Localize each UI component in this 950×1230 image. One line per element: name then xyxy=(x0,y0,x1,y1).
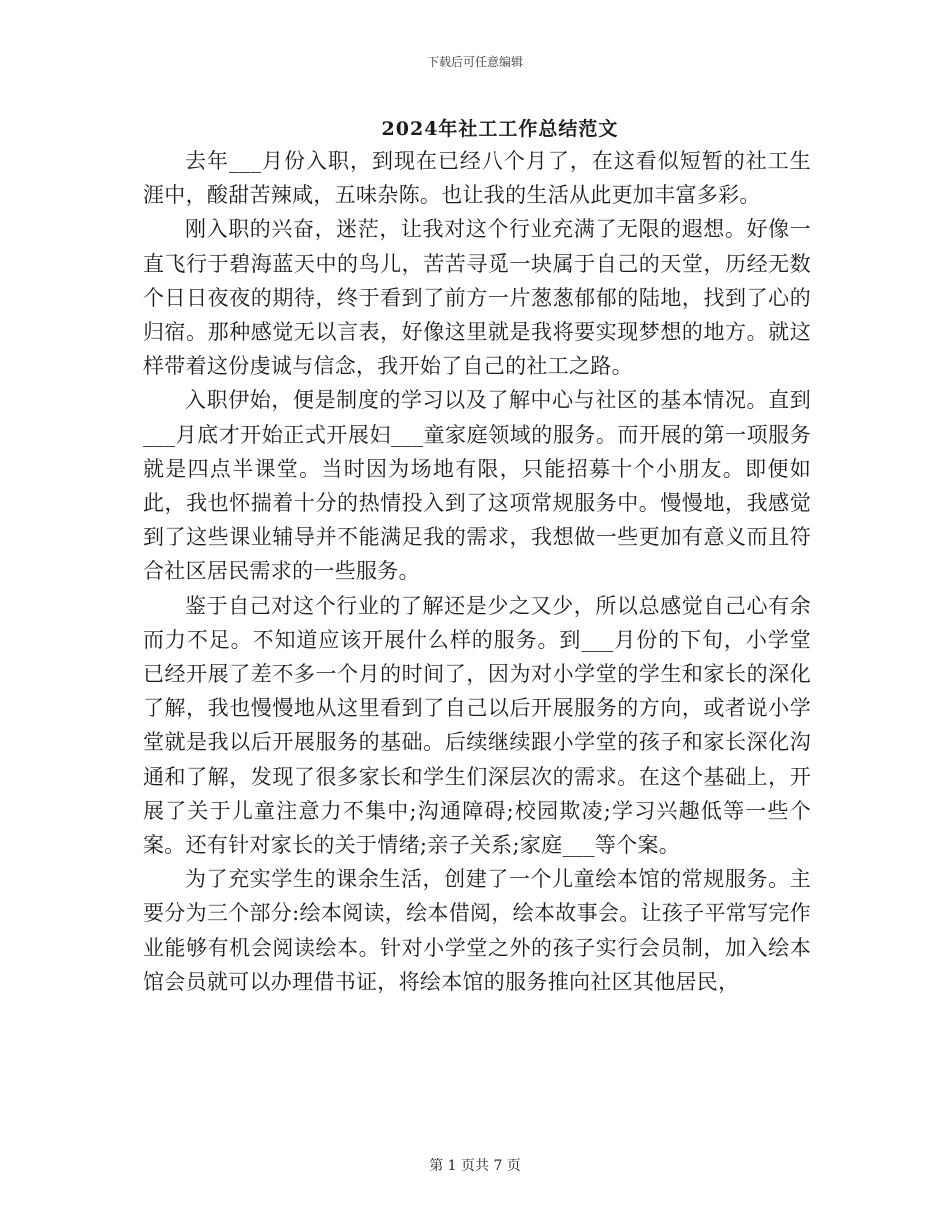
paragraph: 入职伊始，便是制度的学习以及了解中心与社区的基本情况。直到___月底才开始正式开展妇___童家庭领域的服务。而开展的第一项服务就是四点半课堂。当时因为场地有限，只能招募十个小朋友。即便如此，我也怀揣着十分的热情投入到了这项常规服务中。慢慢地，我感觉到了这些课业辅导并不能满足我的需求，我想做一些更加有意义而且符合社区居民需求的一些服务。 xyxy=(143,388,811,584)
page-number: 第 1 页共 7 页 xyxy=(429,1158,521,1174)
document-title: 2024年社工工作总结范文 xyxy=(381,118,619,140)
paragraph: 鉴于自己对这个行业的了解还是少之又少，所以总感觉自己心有余而力不足。不知道应该开展什么样的服务。到___月份的下旬，小学堂已经开展了差不多一个月的时间了，因为对小学堂的学生和家长的深化了解，我也慢慢地从这里看到了自己以后开展服务的方向，或者说小学堂就是我以后开展服务的基础。后续继续跟小学堂的孩子和家长深化沟通和了解，发现了很多家长和学生们深层次的需求。在这个基础上，开展了关于儿童注意力不集中;沟通障碍;校园欺凌;学习兴趣低等一些个案。还有针对家长的关于情绪;亲子关系;家庭___等个案。 xyxy=(143,593,811,858)
header-note: 下载后可任意编辑 xyxy=(426,55,523,69)
paragraph: 为了充实学生的课余生活，创建了一个儿童绘本馆的常规服务。主要分为三个部分:绘本阅读，绘本借阅，绘本故事会。让孩子平常写完作业能够有机会阅读绘本。针对小学堂之外的孩子实行会员制，加入绘本馆会员就可以办理借书证，将绘本馆的服务推向社区其他居民， xyxy=(143,867,811,994)
document-body xyxy=(143,144,811,999)
paragraph: 去年___月份入职，到现在已经八个月了，在这看似短暂的社工生涯中，酸甜苦辣咸，五味杂陈。也让我的生活从此更加丰富多彩。 xyxy=(143,149,811,208)
paragraph: 刚入职的兴奋，迷茫，让我对这个行业充满了无限的遐想。好像一直飞行于碧海蓝天中的鸟儿，苦苦寻觅一块属于自己的天堂，历经无数个日日夜夜的期待，终于看到了前方一片葱葱郁郁的陆地，找到了心的归宿。那种感觉无以言表，好像这里就是我将要实现梦想的地方。就这样带着这份虔诚与信念，我开始了自己的社工之路。 xyxy=(143,217,811,379)
